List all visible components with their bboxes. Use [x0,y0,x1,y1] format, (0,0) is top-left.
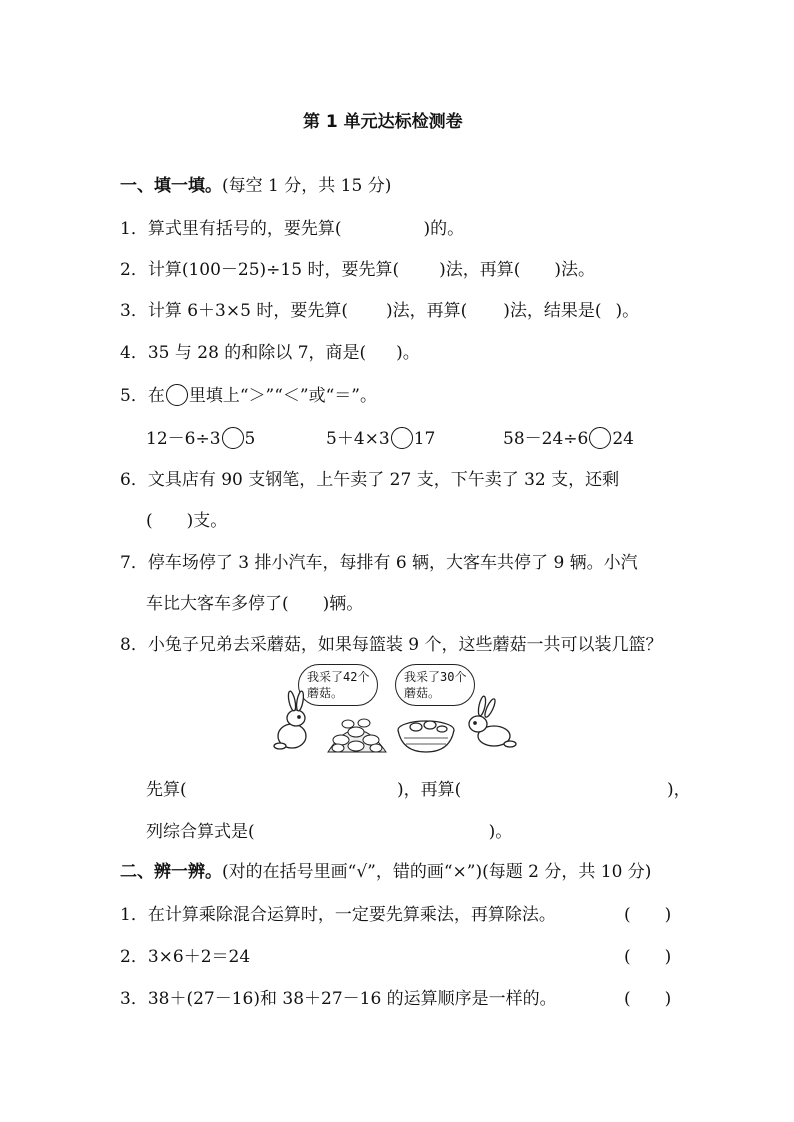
question-8-then-step: )，再算( [397,780,462,800]
question-1: 1．算式里有括号的，要先算( )的。 [120,219,465,239]
section1-heading: 一、填一填。(每空 1 分，共 15 分) [120,176,392,196]
question-8: 8．小兔子兄弟去采蘑菇，如果每篮装 9 个，这些蘑菇一共可以装几篮？ [120,635,663,655]
mushroom-pile-icon [328,719,386,752]
answer-blank[interactable] [465,775,665,795]
answer-blank[interactable] [196,775,396,795]
judge-item-2: 2．3×6＋2＝24 [120,947,251,967]
judge-answer-2[interactable]: ( ) [624,947,672,967]
compare-circle[interactable] [391,427,413,449]
question-8-first-step: 先算( [146,780,187,800]
judge-answer-1[interactable]: ( ) [624,905,672,925]
speech-bubble-left: 我采了42个 蘑菇。 [298,664,378,706]
compare-circle[interactable] [589,427,611,449]
question-8-combined: 列综合算式是( )。 [146,822,513,842]
question-2: 2．计算(100－25)÷15 时，要先算( )法，再算( )法。 [120,260,595,280]
question-8-end: )， [667,780,691,800]
basket-icon [398,721,454,752]
compare-circle[interactable] [222,427,244,449]
compare-row: 58－24÷6 24 [503,429,634,449]
compare-row: 12－6÷3 5 [146,429,256,449]
question-5: 5．在 里填上“＞”“＜”或“＝”。 [120,386,377,406]
question-6: 6．文具店有 90 支钢笔，上午卖了 27 支，下午卖了 32 支，还剩 [120,470,620,490]
question-3: 3．计算 6＋3×5 时，要先算( )法，再算( )法，结果是( )。 [120,301,640,321]
rabbit-right-icon [469,696,516,747]
judge-item-1: 1．在计算乘除混合运算时，一定要先算乘法，再算除法。 [120,905,556,925]
page-title: 第 1 单元达标检测卷 [303,112,463,132]
question-7: 7．停车场停了 3 排小汽车，每排有 6 辆，大客车共停了 9 辆。小汽 [120,553,638,573]
rabbit-left-icon [274,691,306,749]
section2-heading: 二、辨一辨。(对的在括号里画“√”，错的画“×”)(每题 2 分，共 10 分) [120,862,652,882]
question-4: 4．35 与 28 的和除以 7，商是( )。 [120,343,420,363]
question-6-answer: ( )支。 [146,511,228,531]
rabbits-mushrooms-illustration [266,690,526,760]
question-7-answer: 车比大客车多停了( )辆。 [146,594,364,614]
compare-circle [166,384,188,406]
judge-answer-3[interactable]: ( ) [624,989,672,1009]
judge-item-3: 3．38＋(27－16)和 38＋27－16 的运算顺序是一样的。 [120,989,557,1009]
speech-bubble-right: 我采了30个 蘑菇。 [395,664,475,706]
compare-row: 5＋4×3 17 [326,429,436,449]
